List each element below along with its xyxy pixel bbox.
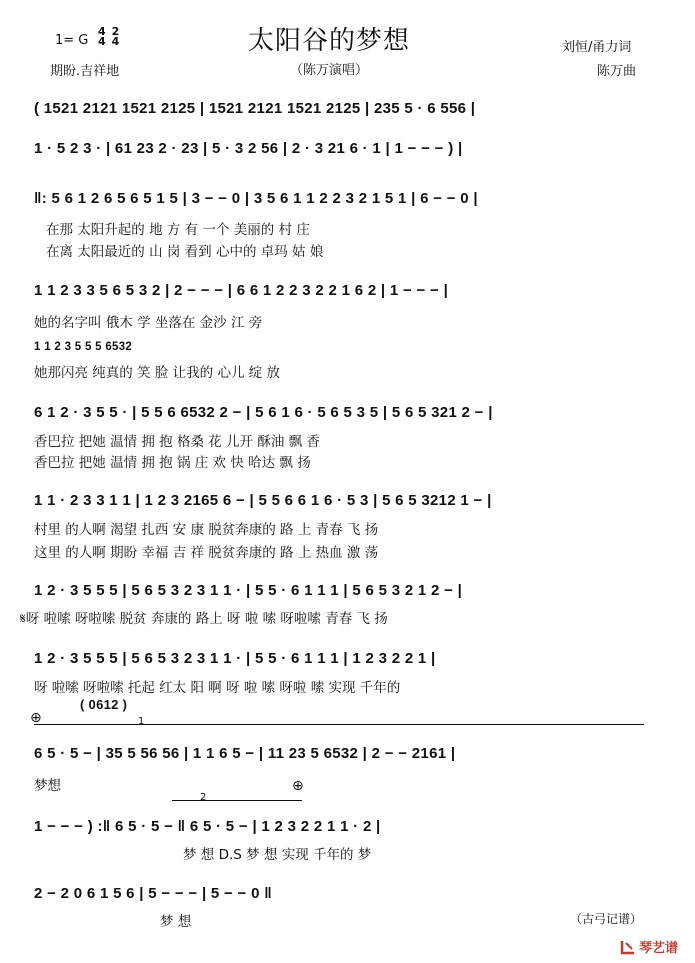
score-row-6-lyric-2: 香巴拉 把她 温情 拥 抱 锅 庄 欢 快 哈达 飘 扬 — [34, 455, 311, 471]
score-row-13-lyric-1: 梦 想 — [160, 914, 192, 930]
page-title: 太阳谷的梦想 — [248, 26, 411, 56]
score-row-7-lyric-2: 这里 的人啊 期盼 幸福 吉 祥 脱贫奔康的 路 上 热血 激 荡 — [34, 545, 379, 561]
coda-sign-2: ⊕ — [292, 778, 304, 794]
score-row-2-notes: 1 · 5 2 3 · | 61 23 2 · 23 | 5 · 3 2 56 | 2 · 3 21 6 · 1 | 1 − − − ) | — [34, 140, 463, 157]
score-row-6-notes: 6 1 2 · 3 5 5 · | 5 5 6 6532 2 − | 5 6 1 6 · 5 6 5 3 5 | 5 6 5 321 2 − | — [34, 404, 493, 421]
coda-sign-1: ⊕ — [30, 710, 42, 726]
key-signature: 1= G — [55, 33, 89, 48]
score-row-7-lyric-1: 村里 的人啊 渴望 扎西 安 康 脱贫奔康的 路 上 青春 飞 扬 — [34, 522, 379, 538]
transcriber-credit: （古弓记谱） — [570, 912, 643, 926]
score-row-4-notes: 1 1 2 3 3 5 6 5 3 2 | 2 − − − | 6 6 1 2 2 3 2 2 1 6 2 | 1 − − − | — [34, 282, 449, 299]
score-row-12-lyric-1: 梦 想 D.S 梦 想 实现 千年的 梦 — [183, 847, 372, 863]
score-row-10-notes: ( 0612 ) — [80, 697, 128, 712]
score-row-5-notes: 1 1 2 3 5 5 5 6532 — [34, 341, 133, 353]
time-signature: 4 4 2 4 — [98, 25, 120, 48]
score-row-9-lyric-1: 呀 啦嗦 呀啦嗦 托起 红太 阳 啊 呀 啦 嗦 呀啦 嗦 实现 千年的 — [34, 680, 401, 696]
score-row-8-notes: 1 2 · 3 5 5 5 | 5 6 5 3 2 3 1 1 · | 5 5 · 6 1 1 1 | 5 6 5 3 2 1 2 − | — [34, 582, 463, 599]
volta-2-label: 2 — [200, 792, 207, 803]
score-row-3-notes: ‖: 5 6 1 2 6 5 6 5 1 5 | 3 − − 0 | 3 5 6 1 1 2 2 3 2 1 5 1 | 6 − − 0 | — [34, 190, 478, 207]
score-row-3-lyric-2: 在离 太阳最近的 山 岗 看到 心中的 卓玛 姑 娘 — [46, 244, 324, 260]
score-row-4-lyric-1: 她的名字叫 俄木 学 坐落在 金沙 江 旁 — [34, 315, 263, 331]
score-row-6-lyric-1: 香巴拉 把她 温情 拥 抱 格桑 花 儿开 酥油 飘 香 — [34, 434, 320, 450]
volta-1-bracket — [34, 724, 644, 725]
volta-1-label: 1 — [138, 716, 145, 727]
score-row-5-lyric-1: 她那闪亮 纯真的 笑 脸 让我的 心儿 绽 放 — [34, 365, 281, 381]
score-row-11-lyric-1: 梦想 — [34, 778, 61, 794]
brand-name: 琴艺谱 — [639, 941, 679, 956]
score-row-12-notes: 1 − − − ) :‖ 6 5 · 5 − ‖ 6 5 · 5 − | 1 2 3 2 2 1 1 · 2 | — [34, 818, 381, 835]
lyricist: 刘恒/甬力词 — [562, 40, 632, 55]
score-row-7-notes: 1 1 · 2 3 3 1 1 | 1 2 3 2165 6 − | 5 5 6 6 1 6 · 5 3 | 5 6 5 3212 1 − | — [34, 492, 492, 509]
volta-2-bracket — [172, 800, 302, 801]
score-row-1-notes: ( 1521 2121 1521 2125 | 1521 2121 1521 2125 | 235 5 · 6 556 | — [34, 100, 476, 117]
composer: 陈万曲 — [597, 64, 637, 79]
performer: （陈万演唱） — [290, 63, 369, 78]
score-row-8-lyric-1: 𝄋呀 啦嗦 呀啦嗦 脱贫 奔康的 路上 呀 啦 嗦 呀啦嗦 青春 飞 扬 — [20, 611, 388, 627]
score-row-11-notes: 6 5 · 5 − | 35 5 56 56 | 1 1 6 5 − | 11 23 5 6532 | 2 − − 2161 | — [34, 745, 456, 762]
brand-logo-icon — [620, 939, 636, 955]
score-row-3-lyric-1: 在那 太阳升起的 地 方 有 一个 美丽的 村 庄 — [46, 222, 310, 238]
singers: 期盼.吉祥地 — [50, 64, 120, 79]
brand-logo — [620, 937, 678, 956]
score-row-13-notes: 2 − 2 0 6 1 5 6 | 5 − − − | 5 − − 0 ‖ — [34, 885, 272, 902]
score-row-9-notes: 1 2 · 3 5 5 5 | 5 6 5 3 2 3 1 1 · | 5 5 · 6 1 1 1 | 1 2 3 2 2 1 | — [34, 650, 436, 667]
